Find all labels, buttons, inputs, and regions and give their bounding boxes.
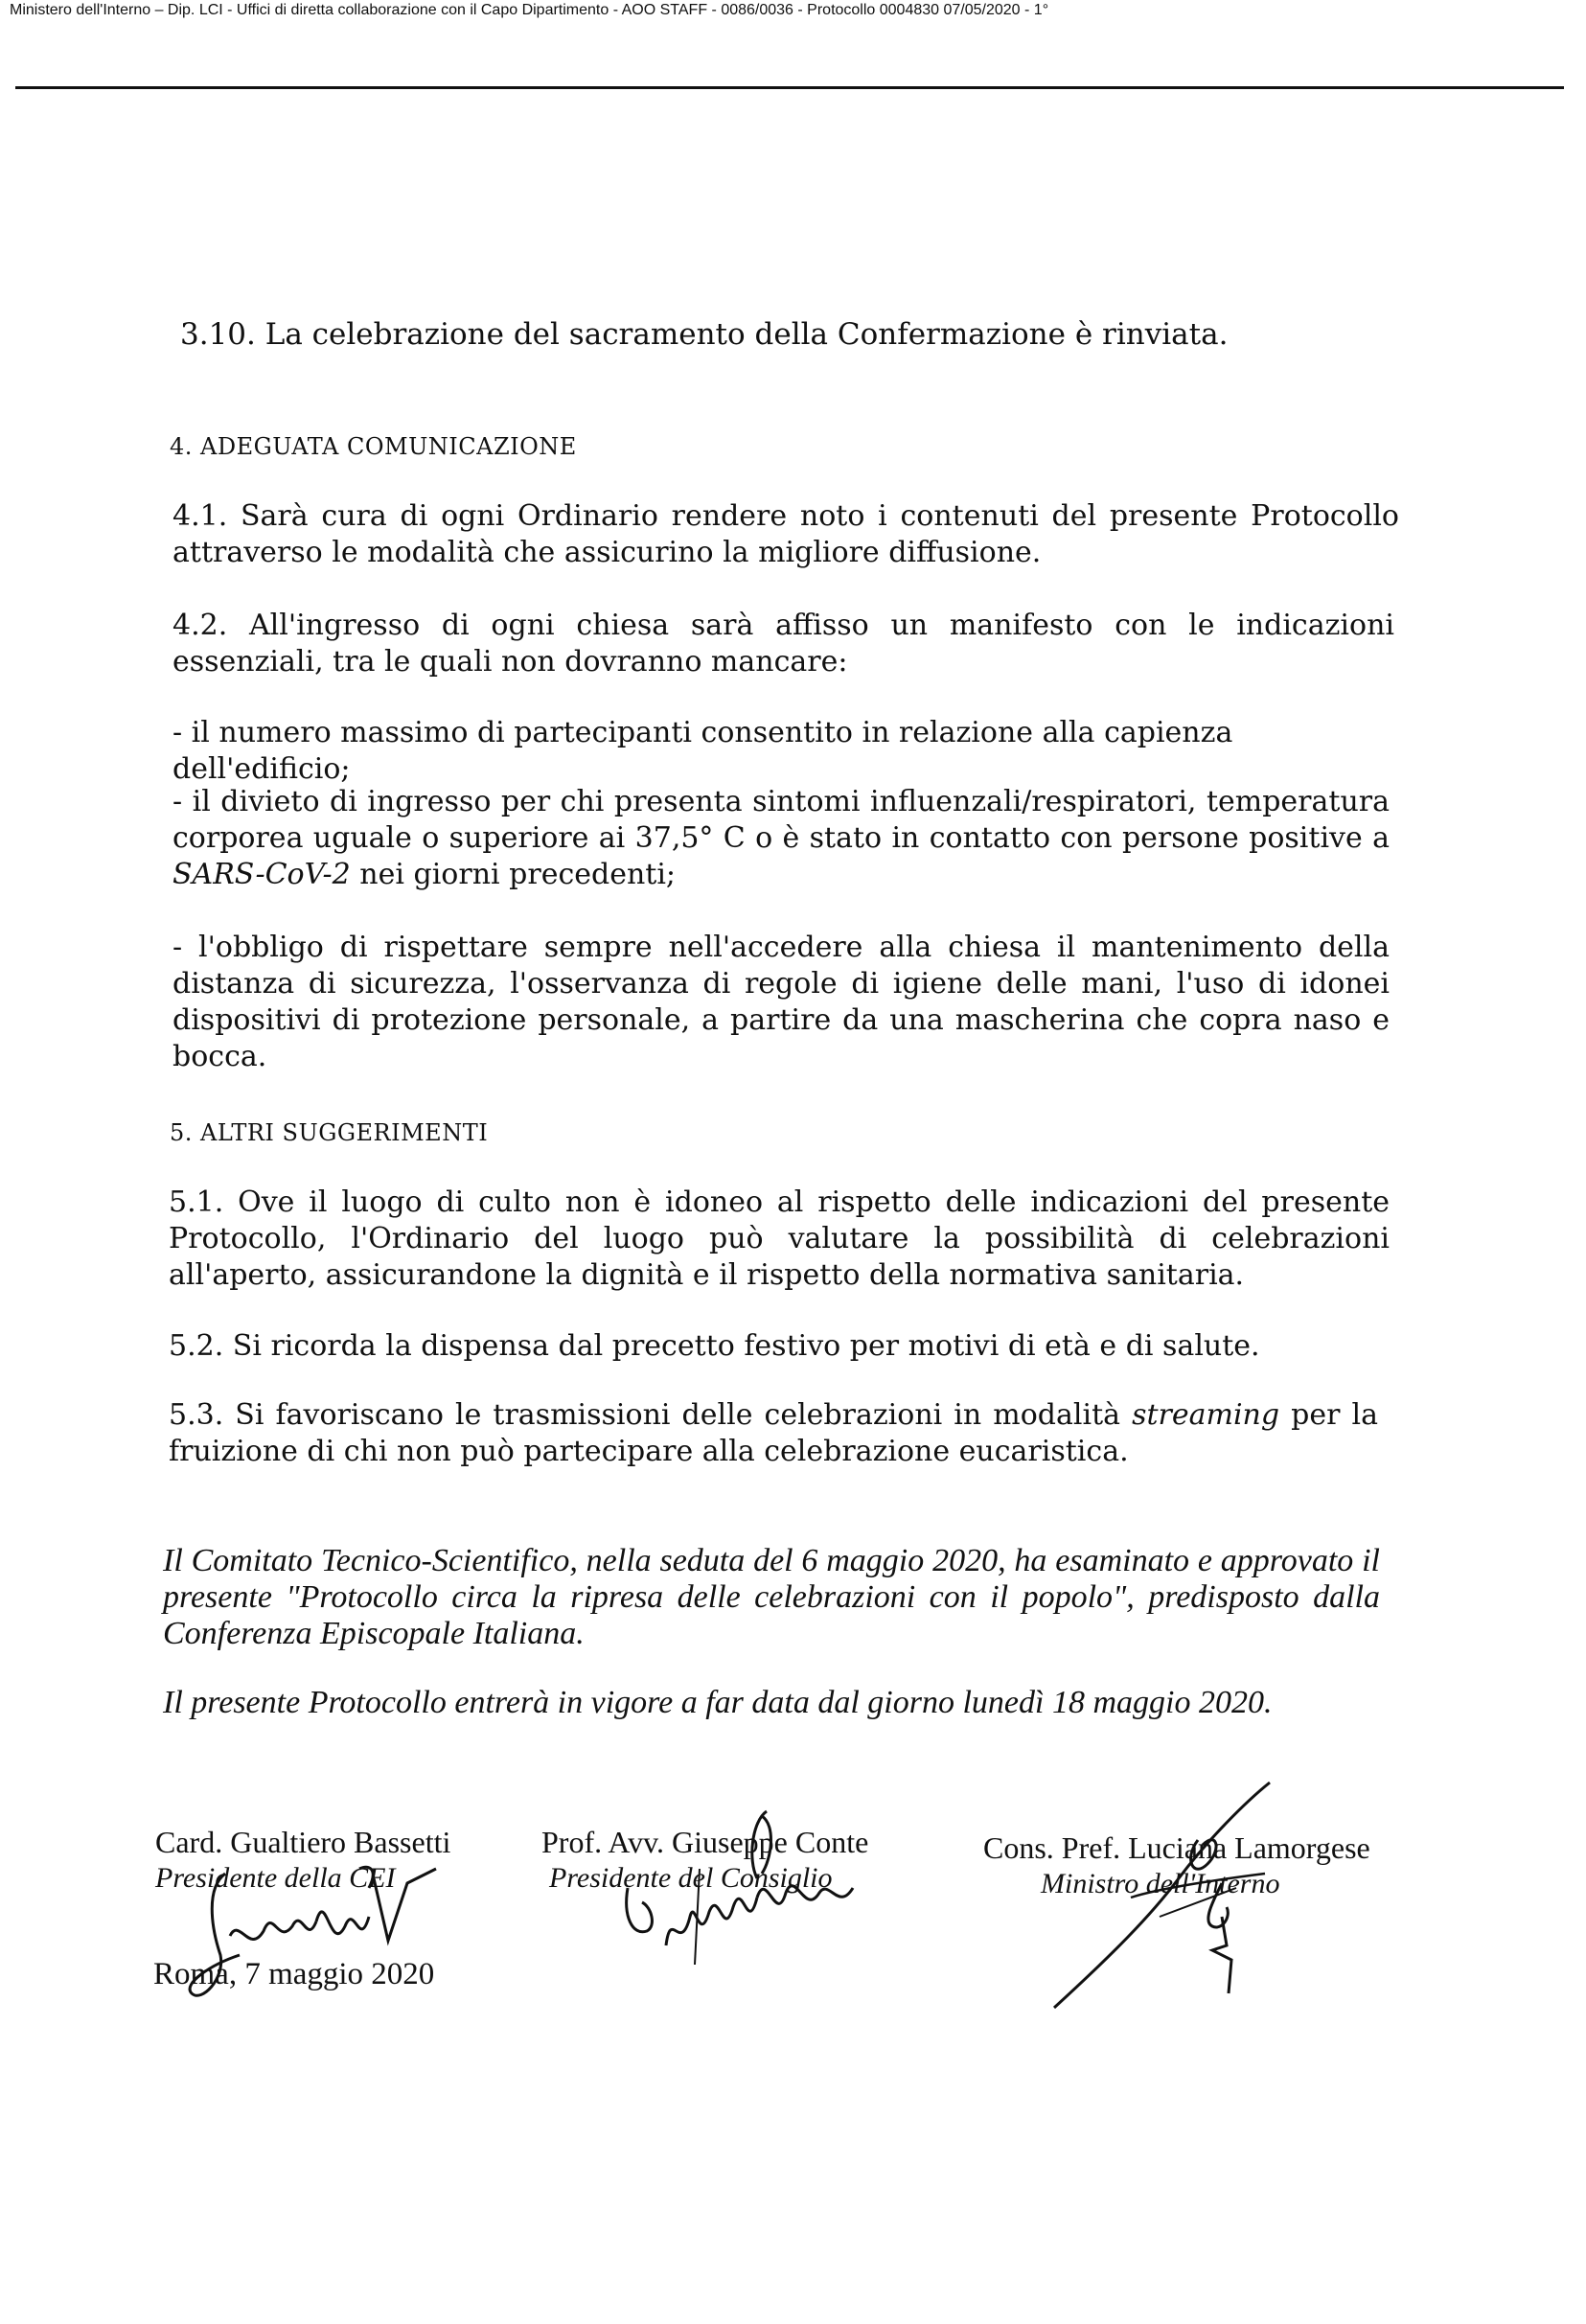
paragraph-5-3-text-a: 5.3. Si favoriscano le trasmissioni delle celebrazioni in modalità bbox=[169, 1398, 1133, 1432]
paragraph-4-2: 4.2. All'ingresso di ogni chiesa sarà affisso un manifesto con le indicazioni essenziali, tra le quali non dovranno mancare: bbox=[172, 609, 1394, 679]
bullet-entry-ban-text-b: nei giorni precedenti; bbox=[350, 858, 677, 891]
cts-approval-note: Il Comitato Tecnico-Scientifico, nella seduta del 6 maggio 2020, ha esaminato e approvato il presente "Protocollo circa la ripresa delle celebrazioni con il popolo", predisposto dalla Conferenza Episcopale Italiana. bbox=[163, 1543, 1380, 1651]
signatory-name: Prof. Avv. Giuseppe Conte bbox=[541, 1825, 869, 1859]
paragraph-4-1: 4.1. Sarà cura di ogni Ordinario rendere noto i contenuti del presente Protocollo attraverso le modalità che assicurino la migliore diffusione. bbox=[172, 499, 1399, 569]
header-rule bbox=[15, 86, 1564, 89]
bullet-max-participants: - il numero massimo di partecipanti consentito in relazione alla capienza dell'edificio; bbox=[172, 716, 1233, 786]
section-5-heading: 5. ALTRI SUGGERIMENTI bbox=[170, 1119, 489, 1146]
paragraph-5-3 bbox=[169, 1397, 1378, 1470]
handwritten-signature-conte bbox=[575, 1802, 882, 1993]
entry-into-force-note: Il presente Protocollo entrerà in vigore a far data dal giorno lunedì 18 maggio 2020. bbox=[163, 1685, 1273, 1720]
bullet-entry-ban-virus: SARS-CoV-2 bbox=[172, 858, 351, 891]
paragraph-5-3-streaming: streaming bbox=[1132, 1398, 1280, 1432]
bullet-entry-ban-text-a: - il divieto di ingresso per chi presenta sintomi influenzali/respiratori, temperatura corporea uguale o superiore ai 37,5° C o è stato in contatto con persone positive a bbox=[172, 785, 1390, 855]
signatory-role: Presidente del Consiglio bbox=[549, 1862, 833, 1894]
signatory-role: Presidente della CEI bbox=[155, 1862, 396, 1894]
section-4-heading: 4. ADEGUATA COMUNICAZIONE bbox=[170, 433, 577, 460]
paragraph-5-1: 5.1. Ove il luogo di culto non è idoneo al rispetto delle indicazioni del presente Protocollo, l'Ordinario del luogo può valutare la possibilità di celebrazioni all'aperto, assicurandone la dignità e il rispetto della normativa sanitaria. bbox=[169, 1185, 1390, 1292]
bullet-entry-ban bbox=[172, 784, 1390, 893]
signatory-role: Ministro dell'Interno bbox=[1041, 1868, 1280, 1899]
signatory-name: Card. Gualtiero Bassetti bbox=[155, 1825, 451, 1859]
paragraph-5-2: 5.2. Si ricorda la dispensa dal precetto festivo per motivi di età e di salute. bbox=[169, 1329, 1260, 1363]
bullet-distance-obligation: - l'obbligo di rispettare sempre nell'accedere alla chiesa il mantenimento della distanza di sicurezza, l'osservanza di regole di igiene delle mani, l'uso di idonei dispositivi di protezione personale, a partire da una mascherina che copra naso e bocca. bbox=[172, 931, 1390, 1073]
protocol-stamp: Ministero dell'Interno – Dip. LCI - Uffici di diretta collaborazione con il Capo Dipartimento - AOO STAFF - 0086/0036 - Protocollo 0004830 07/05/2020 - 1° bbox=[10, 2, 1049, 18]
handwritten-signature-lamorgese bbox=[1016, 1773, 1342, 2032]
paragraph-3-10: 3.10. La celebrazione del sacramento della Confermazione è rinviata. bbox=[180, 317, 1229, 352]
paragraph-5-3-text-b: per la fruizione di chi non può partecipare alla celebrazione eucaristica. bbox=[169, 1398, 1378, 1468]
signatory-name: Cons. Pref. Luciana Lamorgese bbox=[983, 1830, 1370, 1865]
place-and-date: Roma, 7 maggio 2020 bbox=[153, 1957, 435, 1991]
